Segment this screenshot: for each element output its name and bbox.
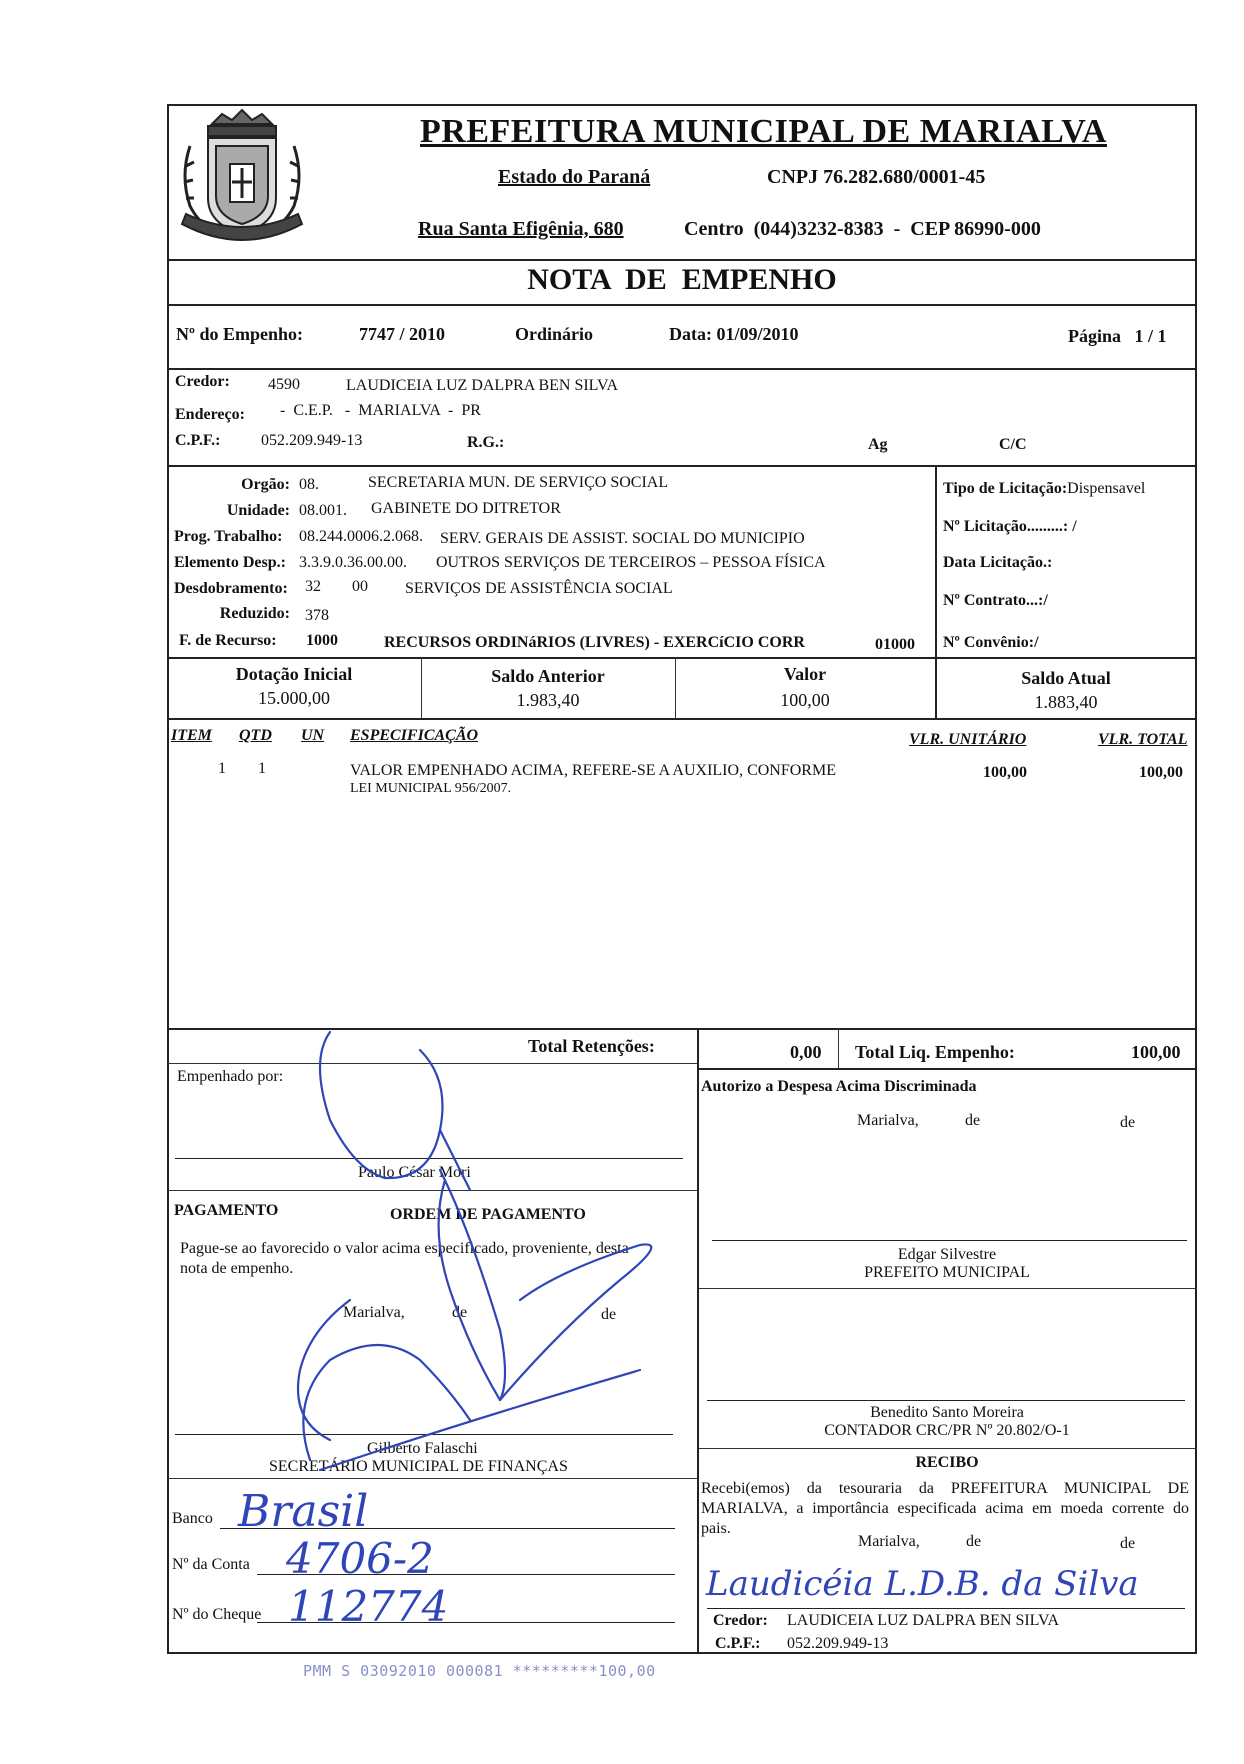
autorizo-heading: Autorizo a Despesa Acima Discriminada <box>701 1078 977 1095</box>
recibo-city: Marialva, <box>858 1533 920 1550</box>
elemento-name: OUTROS SERVIÇOS DE TERCEIROS – PESSOA FÍSICA <box>436 554 826 571</box>
prefeito-name: Edgar Silvestre <box>897 1246 997 1263</box>
coat-of-arms-logo <box>172 106 312 254</box>
reduzido-label: Reduzido: <box>219 605 290 622</box>
rg-label: R.G.: <box>467 434 505 451</box>
empenho-number-label: Nº do Empenho: <box>176 324 303 344</box>
divider <box>167 259 1197 261</box>
prefeito-title: PREFEITO MUNICIPAL <box>864 1264 1030 1281</box>
page-indicator: Página 1 / 1 <box>1068 326 1167 346</box>
signature-line <box>175 1158 683 1159</box>
banco-label: Banco <box>172 1510 213 1527</box>
pagamento-de-1: de <box>452 1304 468 1321</box>
recurso-name: RECURSOS ORDINáRIOS (LIVRES) - EXERCíCIO CORR <box>384 634 805 651</box>
divider <box>167 1028 1197 1030</box>
secretario-title: SECRETÁRIO MUNICIPAL DE FINANÇAS <box>269 1458 568 1475</box>
valor-value: 100,00 <box>780 690 830 710</box>
pague-se-line1: Pague-se ao favorecido o valor acima especificado, proveniente, desta <box>180 1240 629 1257</box>
row-qtd: 1 <box>258 760 266 777</box>
orgao-code: 08. <box>299 476 319 493</box>
handwritten-check: 112774 <box>288 1582 449 1631</box>
dotacao-value: 15.000,00 <box>258 688 330 708</box>
col-especificacao-header: ESPECIFICAÇÃO <box>350 727 479 744</box>
handwritten-receipt-signature: Laudicéia L.D.B. da Silva <box>706 1564 1139 1604</box>
recibo-cpf-label: C.P.F.: <box>715 1635 761 1652</box>
orgao-name: SECRETARIA MUN. DE SERVIÇO SOCIAL <box>368 474 669 491</box>
prog-label: Prog. Trabalho: <box>174 528 283 545</box>
recibo-line2: MARIALVA, a importância especificada acima em moeda corrente do <box>701 1500 1189 1517</box>
saldo-atual-label: Saldo Atual <box>1021 668 1111 688</box>
row-description-line2: LEI MUNICIPAL 956/2007. <box>350 781 512 796</box>
divider <box>697 1288 1197 1289</box>
ordem-pagamento-heading: ORDEM DE PAGAMENTO <box>390 1206 586 1223</box>
unidade-name: GABINETE DO DITRETOR <box>371 500 561 517</box>
elemento-label: Elemento Desp.: <box>174 554 286 571</box>
divider <box>167 1063 697 1064</box>
autorizo-de-1: de <box>965 1112 981 1129</box>
desdobramento-code-2: 00 <box>352 578 368 595</box>
divider <box>838 1028 839 1068</box>
saldo-anterior-label: Saldo Anterior <box>491 666 605 686</box>
tipo-licitacao-value: Dispensavel <box>1067 480 1146 497</box>
divider <box>697 1068 1197 1070</box>
recibo-credor-name: LAUDICEIA LUZ DALPRA BEN SILVA <box>787 1612 1060 1629</box>
recibo-line1: Recebi(emos) da tesouraria da PREFEITURA MUNICIPAL DE <box>701 1480 1189 1497</box>
empenho-type: Ordinário <box>515 324 594 344</box>
valor-label: Valor <box>783 664 827 684</box>
divider <box>167 304 1197 306</box>
empenho-date: Data: 01/09/2010 <box>669 324 799 344</box>
desdobramento-name: SERVIÇOS DE ASSISTÊNCIA SOCIAL <box>405 580 673 597</box>
liquido-label: Total Liq. Empenho: <box>855 1042 1015 1062</box>
signature-line <box>712 1240 1187 1241</box>
divider <box>167 1190 697 1191</box>
prog-code: 08.244.0006.2.068. <box>299 528 423 545</box>
divider <box>167 1478 697 1479</box>
endereco-label: Endereço: <box>175 406 245 423</box>
recibo-cpf-value: 052.209.949-13 <box>787 1635 889 1652</box>
empenhado-por-label: Empenhado por: <box>177 1068 284 1085</box>
retencoes-label: Total Retenções: <box>528 1036 655 1056</box>
cpf-label: C.P.F.: <box>175 432 221 449</box>
recibo-heading: RECIBO <box>915 1454 979 1471</box>
pague-se-line2: nota de empenho. <box>180 1260 294 1277</box>
secretario-name: Gilberto Falaschi <box>367 1440 478 1457</box>
reduzido-value: 378 <box>305 607 329 624</box>
col-total-value-header: VLR. TOTAL <box>1098 731 1188 748</box>
recibo-credor-label: Credor: <box>713 1612 768 1629</box>
contador-title: CONTADOR CRC/PR Nº 20.802/O-1 <box>824 1422 1070 1439</box>
elemento-code: 3.3.9.0.36.00.00. <box>299 554 407 571</box>
divider <box>167 465 1197 467</box>
cnpj: CNPJ 76.282.680/0001-45 <box>767 166 986 188</box>
address-contact: Centro (044)3232-8383 - CEP 86990-000 <box>684 218 1041 240</box>
unidade-code: 08.001. <box>299 502 347 519</box>
recurso-label: F. de Recurso: <box>179 632 277 649</box>
endereco-value: - C.E.P. - MARIALVA - PR <box>280 402 481 419</box>
row-item: 1 <box>218 760 226 777</box>
handwritten-bank: Brasil <box>238 1486 369 1537</box>
cpf-value: 052.209.949-13 <box>261 432 363 449</box>
recibo-line3: pais. <box>701 1520 731 1537</box>
row-description-line1: VALOR EMPENHADO ACIMA, REFERE-SE A AUXILIO, CONFORME <box>350 762 836 779</box>
saldo-atual-value: 1.883,40 <box>1034 692 1098 712</box>
credor-name: LAUDICEIA LUZ DALPRA BEN SILVA <box>346 377 619 394</box>
divider <box>935 465 937 657</box>
numero-contrato: Nº Contrato...:/ <box>943 592 1048 609</box>
divider <box>167 718 1197 720</box>
cc-label: C/C <box>999 436 1027 453</box>
pagamento-heading: PAGAMENTO <box>174 1202 279 1219</box>
col-un-header: UN <box>301 727 325 744</box>
col-unit-value-header: VLR. UNITÁRIO <box>909 731 1027 748</box>
tipo-licitacao-label: Tipo de Licitação: <box>943 480 1068 497</box>
numero-licitacao: Nº Licitação.........: / <box>943 518 1077 535</box>
conta-label: Nº da Conta <box>172 1556 250 1573</box>
cheque-label: Nº do Cheque <box>172 1606 262 1623</box>
credor-label: Credor: <box>175 373 230 390</box>
recurso-code: 1000 <box>306 632 338 649</box>
row-total-value: 100,00 <box>1139 764 1183 781</box>
street-address: Rua Santa Efigênia, 680 <box>418 218 624 240</box>
divider <box>167 657 1197 659</box>
orgao-label: Orgão: <box>241 476 290 493</box>
contador-name: Benedito Santo Moreira <box>870 1404 1024 1421</box>
empenho-number: 7747 / 2010 <box>359 324 446 344</box>
recibo-de-1: de <box>966 1533 982 1550</box>
retencoes-value: 0,00 <box>790 1042 822 1062</box>
autorizo-city: Marialva, <box>857 1112 919 1129</box>
saldo-anterior-value: 1.983,40 <box>516 690 580 710</box>
desdobramento-code-1: 32 <box>305 578 321 595</box>
row-unit-value: 100,00 <box>983 764 1027 781</box>
col-item-header: ITEM <box>171 727 212 744</box>
empenhado-por-name: Paulo César Mori <box>358 1164 471 1181</box>
recibo-de-2: de <box>1120 1535 1136 1552</box>
divider <box>697 1448 1197 1449</box>
divider <box>697 1028 699 1654</box>
signature-line <box>707 1608 1185 1609</box>
payment-stamp: PMM S 03092010 000081 *********100,00 <box>303 1662 656 1680</box>
divider <box>167 368 1197 370</box>
document-title: NOTA DE EMPENHO <box>527 263 837 296</box>
unidade-label: Unidade: <box>226 502 290 519</box>
liquido-value: 100,00 <box>1131 1042 1181 1062</box>
autorizo-de-2: de <box>1120 1114 1136 1131</box>
credor-code: 4590 <box>268 376 300 393</box>
pagamento-de-2: de <box>601 1306 617 1323</box>
numero-convenio: Nº Convênio:/ <box>943 634 1039 651</box>
tipo-licitacao <box>943 480 1145 498</box>
prog-name: SERV. GERAIS DE ASSIST. SOCIAL DO MUNICIPIO <box>440 530 805 547</box>
pagamento-city: Marialva, <box>343 1304 405 1321</box>
state-name: Estado do Paraná <box>498 166 651 188</box>
ag-label: Ag <box>868 436 888 453</box>
dotacao-label: Dotação Inicial <box>235 664 353 684</box>
municipality-title: PREFEITURA MUNICIPAL DE MARIALVA <box>420 113 1107 150</box>
handwritten-account: 4706-2 <box>286 1534 434 1583</box>
recurso-number: 01000 <box>875 636 915 653</box>
signature-line <box>707 1400 1185 1401</box>
signature-line <box>175 1434 673 1435</box>
col-qtd-header: QTD <box>239 727 272 744</box>
data-licitacao: Data Licitação.: <box>943 554 1053 571</box>
desdobramento-label: Desdobramento: <box>174 580 288 597</box>
